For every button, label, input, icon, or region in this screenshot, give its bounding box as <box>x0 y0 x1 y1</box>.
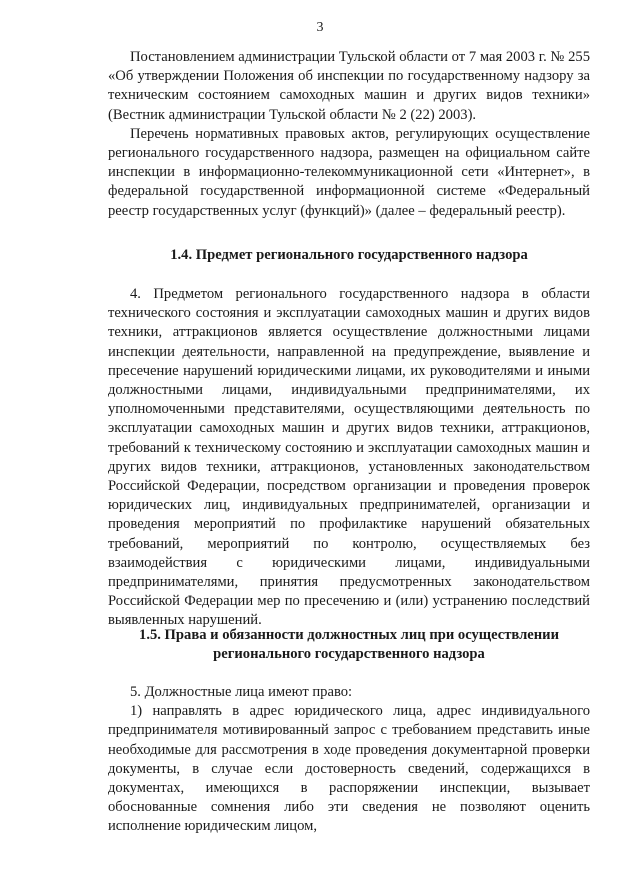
intro-paragraph-2: Перечень нормативных правовых актов, регулирующих осуществление регионального государственного надзора, размещен на официальном сайте инспекции в информационно-телекоммуникационной сети «Интернет», в федеральной государственной информационной системе «Федеральный реестр государственных услуг (функций)» (далее – федеральный реестр). <box>108 125 590 219</box>
section-1-5-paragraph-2: 1) направлять в адрес юридического лица, адрес индивидуального предпринимателя мотивированный запрос с требованием представить иные необходимые для рассмотрения в ходе проведения документарной проверки документы, в случае если достоверность сведений, содержащихся в документах, имеющихся в распоряжении инспекции, вызывает обоснованные сомнения либо эти сведения не позволяют оценить исполнение юридическим лицом, <box>108 703 590 835</box>
section-1-4-body <box>108 285 590 631</box>
page-number: 3 <box>316 20 324 35</box>
section-1-5-heading <box>108 626 590 664</box>
intro-paragraph-1: Постановлением администрации Тульской области от 7 мая 2003 г. № 255 «Об утверждении Положения об инспекции по государственному надзору за техническим состоянием самоходных машин и других видов техники» (Вестник администрации Тульской области № 2 (22) 2003). <box>108 49 590 123</box>
section-1-5-paragraph-1: 5. Должностные лица имеют право: <box>130 684 353 700</box>
section-1-4-heading <box>108 246 590 265</box>
section-1-4-heading-text: 1.4. Предмет регионального государственного надзора <box>170 247 528 263</box>
section-1-4-paragraph: 4. Предметом регионального государственного надзора в области технического состояния и эксплуатации самоходных машин и других видов техники, аттракционов является осуществление должностными лицами инспекции деятельности, направленной на предупреждение, выявление и пресечение нарушений юридическими лицами, их руководителями и иными должностными лицами, индивидуальными предпринимателями, их уполномоченными представителями, осуществляющими деятельность по эксплуатации самоходных машин и других видов техники, аттракционов, требований к техническому состоянию и эксплуатации самоходных машин и других видов техники, аттракционов, установленных законодательством Российской Федерации, посредством организации и проведения проверок юридических лиц, индивидуальных предпринимателей, организации и проведения мероприятий по профилактике нарушений обязательных требований, мероприятий по контролю, осуществляемых без взаимодействия с юридическими лицами, индивидуальными предпринимателями, принятия предусмотренных законодательством Российской Федерации мер по пресечению и (или) устранению последствий выявленных нарушений. <box>108 286 590 629</box>
section-1-5-heading-line-2: регионального государственного надзора <box>213 646 485 663</box>
section-1-5-body <box>108 683 590 837</box>
intro-block <box>108 48 590 221</box>
section-1-5-heading-line-1: 1.5. Права и обязанности должностных лиц при осуществлении <box>139 627 559 643</box>
